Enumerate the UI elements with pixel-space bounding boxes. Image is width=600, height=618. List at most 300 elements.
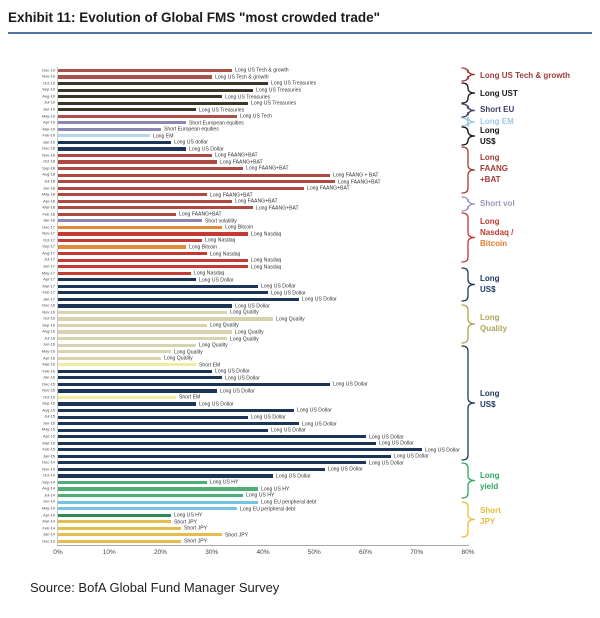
x-tick-label: 20%: [153, 549, 168, 556]
annotation-label-short-eu: [480, 104, 514, 115]
bar-label: Long US Dollar: [199, 277, 235, 283]
bar-label: Short volatility: [204, 218, 237, 224]
bar-row: [0, 512, 600, 519]
bar: [58, 102, 248, 105]
y-axis-label: Dec-18: [42, 147, 55, 152]
bar-label: Long Nasdaq: [250, 257, 282, 264]
bar-label: Long Quality: [230, 336, 259, 342]
bar-row: [0, 80, 600, 87]
annotation-label-line: Long: [480, 153, 500, 162]
x-tick-label: 80%: [461, 549, 475, 556]
bar-label: Long FAANG+BAT: [209, 192, 253, 198]
bar-row: [0, 159, 600, 166]
bar: [58, 128, 161, 131]
annotation-label-long-faang-bat: [480, 152, 508, 185]
annotation-brace-long-us-tech-growth: [462, 68, 475, 81]
annotation-label-long-usd-2: [480, 273, 500, 295]
y-axis-label: Apr-18: [43, 199, 55, 204]
bar-label: Short EM: [178, 395, 201, 401]
bar: [58, 357, 161, 360]
y-axis-label: Feb-14: [42, 526, 55, 531]
bar-label: Long US HY: [209, 480, 239, 486]
y-axis-label: Jul-18: [44, 179, 55, 184]
bar: [58, 226, 222, 229]
annotation-brace-long-usd-2: [462, 268, 475, 301]
bar-label: Short JPY: [184, 526, 208, 532]
bar: [58, 448, 422, 451]
bar-row: [0, 191, 600, 198]
bar-label: Long FAANG+BAT: [245, 166, 289, 172]
y-axis-label: Dec-13: [42, 539, 55, 544]
x-tick-label: 50%: [307, 549, 321, 556]
bar-label: Long US Tech & growth: [214, 74, 269, 80]
bar: [58, 350, 171, 353]
bar: [58, 429, 268, 432]
bar-label: Long US Tech: [240, 114, 273, 120]
bar-label: Long Nasdaq: [209, 251, 241, 257]
bar-label: Long US Dollar: [296, 408, 332, 414]
y-axis-label: Dec-15: [42, 382, 55, 387]
annotation-label-line: US$: [480, 137, 496, 146]
annotation-label-line: yield: [480, 482, 499, 491]
y-axis-label: Nov-15: [42, 389, 55, 394]
bar-label: Long US Tech & growth: [235, 68, 289, 74]
bar-label: Long US Dollar: [189, 146, 224, 152]
annotation-label-long-usd-1: [480, 125, 500, 147]
bar-row: [0, 427, 600, 434]
annotation-brace-long-faang-bat: [462, 147, 475, 193]
bar: [58, 265, 248, 268]
y-axis-label: May-18: [41, 193, 55, 198]
y-axis-label: Jun-18: [42, 186, 55, 191]
annotation-label-line: Quality: [480, 324, 508, 333]
bar: [58, 291, 268, 294]
bar: [58, 514, 171, 517]
annotation-label-line: Long: [480, 126, 500, 135]
annotation-label-line: JPY: [480, 517, 496, 526]
bar: [58, 82, 268, 85]
annotation-label-long-usd-3: [480, 388, 500, 410]
annotation-label-line: Long: [480, 389, 500, 398]
bar-row: [0, 414, 600, 421]
annotation-label-line: Long: [480, 217, 500, 226]
bar-label: Long US Treasuries: [199, 107, 245, 113]
bar: [58, 487, 258, 490]
annotation-label-long-quality: [480, 312, 507, 334]
bar-row: [0, 126, 600, 133]
y-axis-label: Sep-17: [42, 245, 55, 250]
y-axis-label: Jul-15: [44, 415, 55, 420]
annotation-label-line: US$: [480, 285, 496, 294]
bar: [58, 115, 237, 118]
x-tick-label: 60%: [358, 549, 373, 556]
bar-label: Long US Dollar: [235, 303, 270, 309]
x-tick-label: 0%: [53, 549, 63, 556]
y-axis-label: Mar-16: [42, 363, 55, 368]
annotation-brace-short-eu: [462, 104, 475, 117]
y-axis-label: Mar-18: [42, 206, 55, 211]
bar-row: [0, 309, 600, 316]
bar-label: Long Nasdaq: [250, 231, 282, 237]
y-axis-label: May-19: [41, 114, 55, 119]
bar: [58, 108, 196, 111]
bar: [58, 507, 237, 510]
y-axis-label: Jan-15: [42, 454, 55, 459]
bar-label: Long FAANG+BAT: [214, 153, 258, 159]
bar: [58, 95, 222, 98]
annotation-label-line: Long US Tech & growth: [480, 71, 571, 80]
bar: [58, 442, 376, 445]
bar-label: Long EU peripheral debt: [260, 499, 317, 506]
y-axis-label: Jan-19: [42, 140, 55, 145]
bar-row: [0, 499, 600, 506]
y-axis-label: Oct-14: [43, 474, 55, 479]
bar: [58, 376, 222, 379]
y-axis-label: Apr-19: [43, 121, 55, 126]
bar-row: [0, 368, 600, 375]
bar: [58, 337, 227, 340]
annotation-brace-long-em: [462, 117, 475, 127]
bar-row: [0, 276, 600, 283]
bar: [58, 69, 232, 72]
bar: [58, 180, 335, 183]
annotation-brace-long-ust: [462, 83, 475, 103]
bar: [58, 193, 207, 196]
y-axis-label: Nov-19: [42, 75, 55, 80]
bar-label: Long FAANG+BAT: [255, 205, 299, 211]
y-axis-label: Jun-15: [42, 421, 55, 426]
y-axis-label: Apr-17: [43, 278, 55, 283]
bar-row: [0, 518, 600, 525]
y-axis-label: Nov-17: [42, 232, 55, 237]
annotation-label-long-us-tech-growth: [480, 70, 570, 81]
annotation-label-line: Short vol: [480, 199, 515, 208]
bar: [58, 304, 232, 307]
y-axis-label: Sep-16: [42, 323, 55, 328]
annotation-label-long-ust: [480, 88, 518, 99]
bar-label: Short JPY: [184, 539, 208, 545]
y-axis-label: Mar-17: [42, 284, 55, 289]
annotation-label-line: Short EU: [480, 105, 515, 114]
bar-label: Long US HY: [245, 493, 274, 499]
bar: [58, 461, 366, 464]
annotation-label-line: Short: [480, 506, 501, 515]
bar-label: Long Quality: [209, 323, 239, 329]
y-axis-label: Jun-14: [42, 500, 55, 505]
y-axis-label: Sep-15: [42, 402, 55, 407]
bar: [58, 389, 217, 392]
y-axis-label: Apr-16: [43, 356, 55, 361]
bar: [58, 409, 294, 412]
bar: [58, 298, 299, 301]
annotation-brace-long-yield: [462, 463, 475, 498]
annotation-label-line: Long: [480, 313, 500, 322]
bar-label: Long US Treasuries: [255, 87, 301, 94]
y-axis-label: May-17: [41, 271, 55, 276]
bar-label: Long FAANG+BAT: [219, 159, 263, 165]
y-axis-label: Mar-14: [42, 520, 55, 525]
bar-row: [0, 335, 600, 342]
y-axis-label: Aug-15: [42, 408, 55, 413]
annotation-label-line: Long UST: [480, 89, 518, 98]
bar-label: Long Bitcoin: [189, 244, 218, 251]
y-axis-label: Oct-18: [43, 160, 55, 165]
annotation-label-line: Long: [480, 471, 500, 480]
bar-label: Long Quality: [230, 310, 259, 316]
bar-label: Long FAANG+BAT: [337, 179, 381, 185]
bar-label: Long US Dollar: [327, 467, 363, 473]
bar: [58, 370, 212, 373]
y-axis-label: Mar-19: [42, 127, 55, 132]
bar: [58, 416, 248, 419]
y-axis-label: Jul-19: [44, 101, 55, 106]
bar-row: [0, 322, 600, 329]
y-axis-label: Feb-15: [42, 448, 55, 453]
bar: [58, 455, 391, 458]
bar: [58, 422, 299, 425]
y-axis-label: Jan-14: [42, 533, 55, 538]
bar-label: Long US Dollar: [368, 434, 404, 440]
annotation-label-line: FAANG: [480, 164, 508, 173]
bar-label: Long US Dollar: [214, 369, 250, 375]
y-axis-label: Oct-16: [43, 317, 55, 322]
bar: [58, 245, 186, 248]
bar: [58, 278, 196, 281]
annotation-brace-long-quality: [462, 305, 475, 343]
bar-label: Long US HY: [173, 513, 203, 519]
bar: [58, 285, 258, 288]
bar-row: [0, 290, 600, 297]
x-tick-label: 40%: [256, 549, 270, 556]
bar: [58, 383, 330, 386]
bar: [58, 75, 212, 78]
annotation-brace-long-nasdaq-bitcoin: [462, 213, 475, 262]
bar: [58, 147, 186, 150]
bar-row: [0, 466, 600, 473]
bar: [58, 200, 232, 203]
y-axis-label: Jul-16: [44, 336, 55, 341]
y-axis-label: Feb-19: [42, 134, 55, 139]
y-axis-label: Oct-15: [43, 395, 55, 400]
bar-row: [0, 453, 600, 460]
y-axis-label: Jun-17: [42, 265, 55, 269]
bar-label: Long US Dollar: [250, 414, 286, 421]
bar: [58, 330, 232, 333]
bar: [58, 527, 181, 530]
y-axis-label: Jan-16: [42, 376, 55, 381]
bar: [58, 402, 196, 405]
bar: [58, 252, 207, 255]
bar: [58, 89, 253, 92]
y-axis-label: Apr-15: [43, 435, 55, 440]
y-axis-label: Dec-14: [42, 461, 55, 466]
bar: [58, 134, 150, 137]
bar-label: Long FAANG+BAT: [307, 186, 350, 192]
bar: [58, 540, 181, 543]
y-axis-label: Dec-16: [42, 304, 55, 309]
bar-label: Short European equities: [163, 127, 219, 133]
bar-row: [0, 381, 600, 388]
bar-row: [0, 538, 600, 545]
y-axis-label: Oct-19: [43, 81, 55, 86]
bar-row: [0, 532, 600, 539]
bar-label: Long US HY: [260, 486, 290, 492]
bar: [58, 468, 325, 471]
bar-row: [0, 303, 600, 310]
bar-label: Long US Dollar: [424, 447, 460, 453]
y-axis-label: Aug-18: [42, 173, 55, 178]
x-axis-line: [57, 545, 469, 546]
y-axis-label: Jun-16: [42, 343, 55, 348]
bar: [58, 121, 186, 124]
x-tick-label: 70%: [410, 549, 424, 556]
bar-row: [0, 139, 600, 146]
y-axis-label: Feb-17: [42, 291, 55, 296]
annotation-label-line: Nasdaq /: [480, 228, 514, 237]
bar-label: Long FAANG + BAT: [332, 172, 379, 179]
annotation-brace-short-vol: [462, 197, 475, 211]
x-tick-label: 30%: [205, 549, 219, 556]
bar: [58, 174, 330, 177]
bar: [58, 206, 253, 209]
bar: [58, 317, 273, 320]
y-axis-label: Nov-16: [42, 310, 55, 315]
y-axis-label: Sep-18: [42, 166, 55, 171]
bar-label: Short European equities: [189, 120, 244, 126]
y-axis-label: Jan-17: [42, 297, 55, 302]
y-axis-label: Jul-17: [44, 258, 55, 263]
bar-label: Long US Dollar: [271, 428, 306, 434]
annotation-brace-short-jpy: [462, 502, 475, 537]
y-axis-label: Feb-16: [42, 369, 55, 374]
bar-row: [0, 394, 600, 401]
y-axis-label: May-16: [41, 350, 55, 354]
bar: [58, 272, 191, 275]
bar-row: [0, 355, 600, 362]
bar-label: Long FAANG+BAT: [178, 212, 222, 218]
bar-label: Long EU peripheral debt: [240, 506, 296, 512]
bar-label: Long US Dollar: [368, 460, 404, 466]
bar: [58, 494, 243, 497]
bar-label: Long US Dollar: [332, 382, 368, 388]
annotation-label-long-yield: [480, 470, 500, 492]
bar-label: Long Nasdaq: [194, 271, 225, 277]
y-axis-label: May-15: [41, 428, 55, 433]
bar: [58, 219, 202, 222]
y-axis-label: Aug-16: [42, 330, 55, 335]
bar-label: Long US Dollar: [225, 375, 260, 381]
bar-row: [0, 407, 600, 414]
bar: [58, 187, 304, 190]
bar-label: Long FAANG+BAT: [235, 199, 278, 205]
y-axis-label: Mar-15: [42, 441, 55, 446]
bar-label: Long Quality: [235, 329, 264, 336]
y-axis-label: Sep-19: [42, 88, 55, 93]
bar: [58, 396, 176, 399]
y-axis-label: Dec-19: [42, 68, 55, 73]
bar-label: Long US Dollar: [394, 454, 429, 460]
annotation-label-line: US$: [480, 400, 496, 409]
bar: [58, 435, 366, 438]
bar: [58, 141, 171, 144]
bar-row: [0, 172, 600, 179]
bar: [58, 213, 176, 216]
bar-label: Long US Dollar: [199, 401, 235, 407]
bar-row: [0, 348, 600, 355]
y-axis-label: Sep-14: [42, 480, 55, 485]
bar-label: Long US Dollar: [219, 388, 255, 394]
bar-row: [0, 486, 600, 493]
bar: [58, 344, 196, 347]
y-axis-label: Jan-18: [42, 219, 55, 224]
bar-label: Long US dollar: [173, 140, 208, 146]
source-note: Source: BofA Global Fund Manager Survey: [30, 580, 280, 595]
annotation-label-line: Long EM: [480, 117, 514, 126]
bar-label: Long Bitcoin: [225, 225, 254, 231]
bar-label: Long Nasdaq: [250, 264, 282, 270]
bar: [58, 501, 258, 504]
annotation-label-line: +BAT: [480, 175, 501, 184]
y-axis-label: Nov-18: [42, 153, 55, 158]
bar: [58, 232, 248, 235]
bar: [58, 324, 207, 327]
bar: [58, 311, 227, 314]
bar: [58, 474, 273, 477]
bar-label: Long Nasdaq: [204, 238, 235, 244]
bar-label: Short JPY: [225, 532, 249, 538]
y-axis-label: Feb-18: [42, 212, 55, 217]
bar-row: [0, 473, 600, 480]
y-axis-label: May-14: [41, 506, 55, 511]
exhibit-title: Exhibit 11: Evolution of Global FMS "most crowded trade": [8, 10, 592, 34]
bar-label: Long US Dollar: [301, 421, 337, 427]
annotation-label-short-vol: [480, 198, 515, 209]
bar-label: Long Quality: [163, 356, 193, 362]
annotation-brace-long-usd-3: [462, 346, 475, 460]
x-tick-label: 10%: [102, 549, 116, 556]
bar: [58, 167, 243, 170]
bar-row: [0, 146, 600, 153]
bar: [58, 363, 196, 366]
y-axis-label: Aug-19: [42, 94, 55, 99]
bar: [58, 533, 222, 536]
y-axis-label: Aug-14: [42, 487, 55, 492]
bar-row: [0, 250, 600, 257]
annotation-label-long-nasdaq-bitcoin: [480, 216, 513, 249]
bar-label: Short EM: [199, 362, 221, 368]
bar-label: Long Quality: [199, 343, 229, 349]
bar-row: [0, 440, 600, 447]
annotation-label-short-jpy: [480, 505, 501, 527]
y-axis-label: Apr-14: [43, 513, 55, 518]
bar: [58, 154, 212, 157]
y-axis-label: Jun-19: [42, 108, 55, 113]
y-axis-label: Dec-17: [42, 225, 55, 230]
y-axis-label: Jul-14: [44, 493, 55, 498]
bar-label: Long EM: [153, 133, 174, 139]
bar-label: Long US Dollar: [260, 284, 296, 290]
annotation-label-line: Long: [480, 274, 500, 283]
bar-label: Long US Dollar: [271, 290, 306, 296]
bar-label: Long US Treasuries: [250, 101, 296, 107]
bar-label: Long Quality: [173, 349, 203, 355]
bar-label: Long US Treasuries: [271, 81, 317, 87]
bar-label: Short JPY: [173, 519, 197, 525]
bar-row: [0, 263, 600, 270]
bar-label: Long US Dollar: [276, 473, 311, 479]
bar: [58, 520, 171, 523]
bar-label: Long US Dollar: [378, 441, 414, 447]
